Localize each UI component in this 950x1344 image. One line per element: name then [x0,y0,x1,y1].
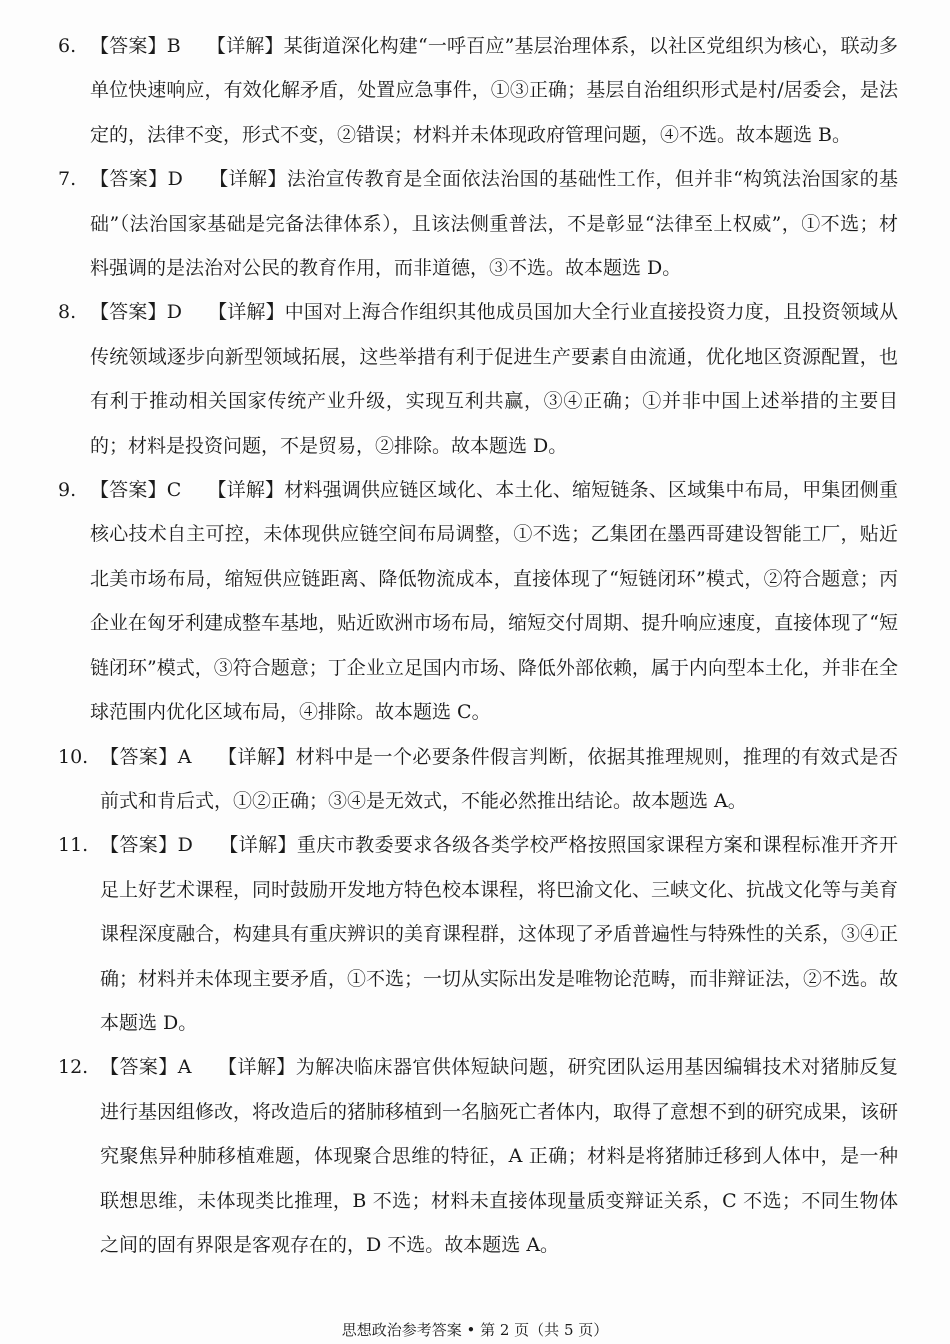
item-number: 9. [58,479,77,502]
detail-tag: 【详解】 [217,745,296,768]
answer-item-8 [58,290,898,468]
detail-tag: 【详解】 [206,35,284,57]
answer-choice: A [177,1056,192,1079]
answer-item-9 [58,468,898,734]
detail-tag: 【详解】 [208,168,287,191]
answer-tag: 【答案】 [90,301,167,324]
detail-text: 法治宣传教育是全面依法治国的基础性工作，但并非“构筑法治国家的基础”（法治国家基础是完备法律体系），且该法侧重普法，不是彰显“法律至上权威”，①不选；材料强调的是法治对公民的教育作用，而非道德，③不选。故本题选 D。 [90,168,898,280]
answer-item-11 [58,823,898,1045]
answer-choice: D [166,301,182,324]
detail-text: 材料中是一个必要条件假言判断，依据其推理规则，推理的有效式是否前式和肯后式，①②正确；③④是无效式，不能必然推出结论。故本题选 A。 [100,745,898,812]
detail-tag: 【详解】 [207,479,285,502]
answer-tag: 【答案】 [100,745,178,768]
answer-item-7 [58,157,898,290]
item-number: 7. [58,168,77,191]
answer-tag: 【答案】 [100,1056,178,1079]
answer-item-12 [58,1045,898,1267]
item-number: 8. [58,301,77,324]
answer-choice: B [166,35,181,57]
detail-text: 为解决临床器官供体短缺问题，研究团队运用基因编辑技术对猪肺反复进行基因组修改，将改造后的猪肺移植到一名脑死亡者体内，取得了意想不到的研究成果，该研究聚焦异种肺移植难题，体现聚合思维的特征，A 正确；材料是将猪肺迁移到人体中，是一种联想思维，未体现类比推理，B 不选；材料未直接体现量质变辩证关系，C 不选；不同生物体之间的固有界限是客观存在的，D 不选。故本题选 A。 [100,1056,899,1256]
answer-list [58,24,898,1267]
answer-choice: D [177,834,193,857]
answer-tag: 【答案】 [90,35,167,57]
item-number: 12. [58,1056,89,1079]
item-number: 11. [58,834,89,857]
detail-text: 中国对上海合作组织其他成员国加大全行业直接投资力度，且投资领域从传统领域逐步向新型领域拓展，这些举措有利于促进生产要素自由流通，优化地区资源配置，也有利于推动相关国家传统产业升级，实现互利共赢，③④正确；①并非中国上述举措的主要目的；材料是投资问题，不是贸易，②排除。故本题选 D。 [90,301,898,457]
answer-tag: 【答案】 [90,479,167,502]
answer-tag: 【答案】 [100,834,178,857]
page-footer: 思想政治参考答案 • 第 2 页（共 5 页） [341,1321,609,1339]
detail-tag: 【详解】 [218,834,297,857]
detail-tag: 【详解】 [217,1056,296,1079]
detail-text: 材料强调供应链区域化、本土化、缩短链条、区域集中布局，甲集团侧重核心技术自主可控，未体现供应链空间布局调整，①不选；乙集团在墨西哥建设智能工厂，贴近北美市场布局，缩短供应链距离、降低物流成本，直接体现了“短链闭环”模式，②符合题意；丙企业在匈牙利建成整车基地，贴近欧洲市场布局，缩短交付周期、提升响应速度，直接体现了“短链闭环”模式，③符合题意；丁企业立足国内市场、降低外部依赖，属于内向型本土化，并非在全球范围内优化区域布局，④排除。故本题选 C。 [90,479,898,724]
answer-item-10 [58,735,898,824]
item-number: 10. [58,745,89,768]
detail-tag: 【详解】 [207,301,285,324]
answer-choice: C [166,479,182,502]
detail-text: 重庆市教委要求各级各类学校严格按照国家课程方案和课程标准开齐开足上好艺术课程，同时鼓励开发地方特色校本课程，将巴渝文化、三峡文化、抗战文化等与美育课程深度融合，构建具有重庆辨识的美育课程群，这体现了矛盾普遍性与特殊性的关系，③④正确；材料并未体现主要矛盾，①不选；一切从实际出发是唯物论范畴，而非辩证法，②不选。故本题选 D。 [100,834,899,1034]
answer-choice: A [177,745,192,768]
detail-text: 某街道深化构建“一呼百应”基层治理体系，以社区党组织为核心，联动多单位快速响应，有效化解矛盾，处置应急事件，①③正确；基层自治组织形式是村/居委会，是法定的，法律不变，形式不变，②错误；材料并未体现政府管理问题，④不选。故本题选 B。 [90,35,898,146]
item-number: 6. [58,35,77,57]
answer-choice: D [167,168,183,191]
answer-item-6 [58,24,898,157]
answer-tag: 【答案】 [90,168,168,191]
